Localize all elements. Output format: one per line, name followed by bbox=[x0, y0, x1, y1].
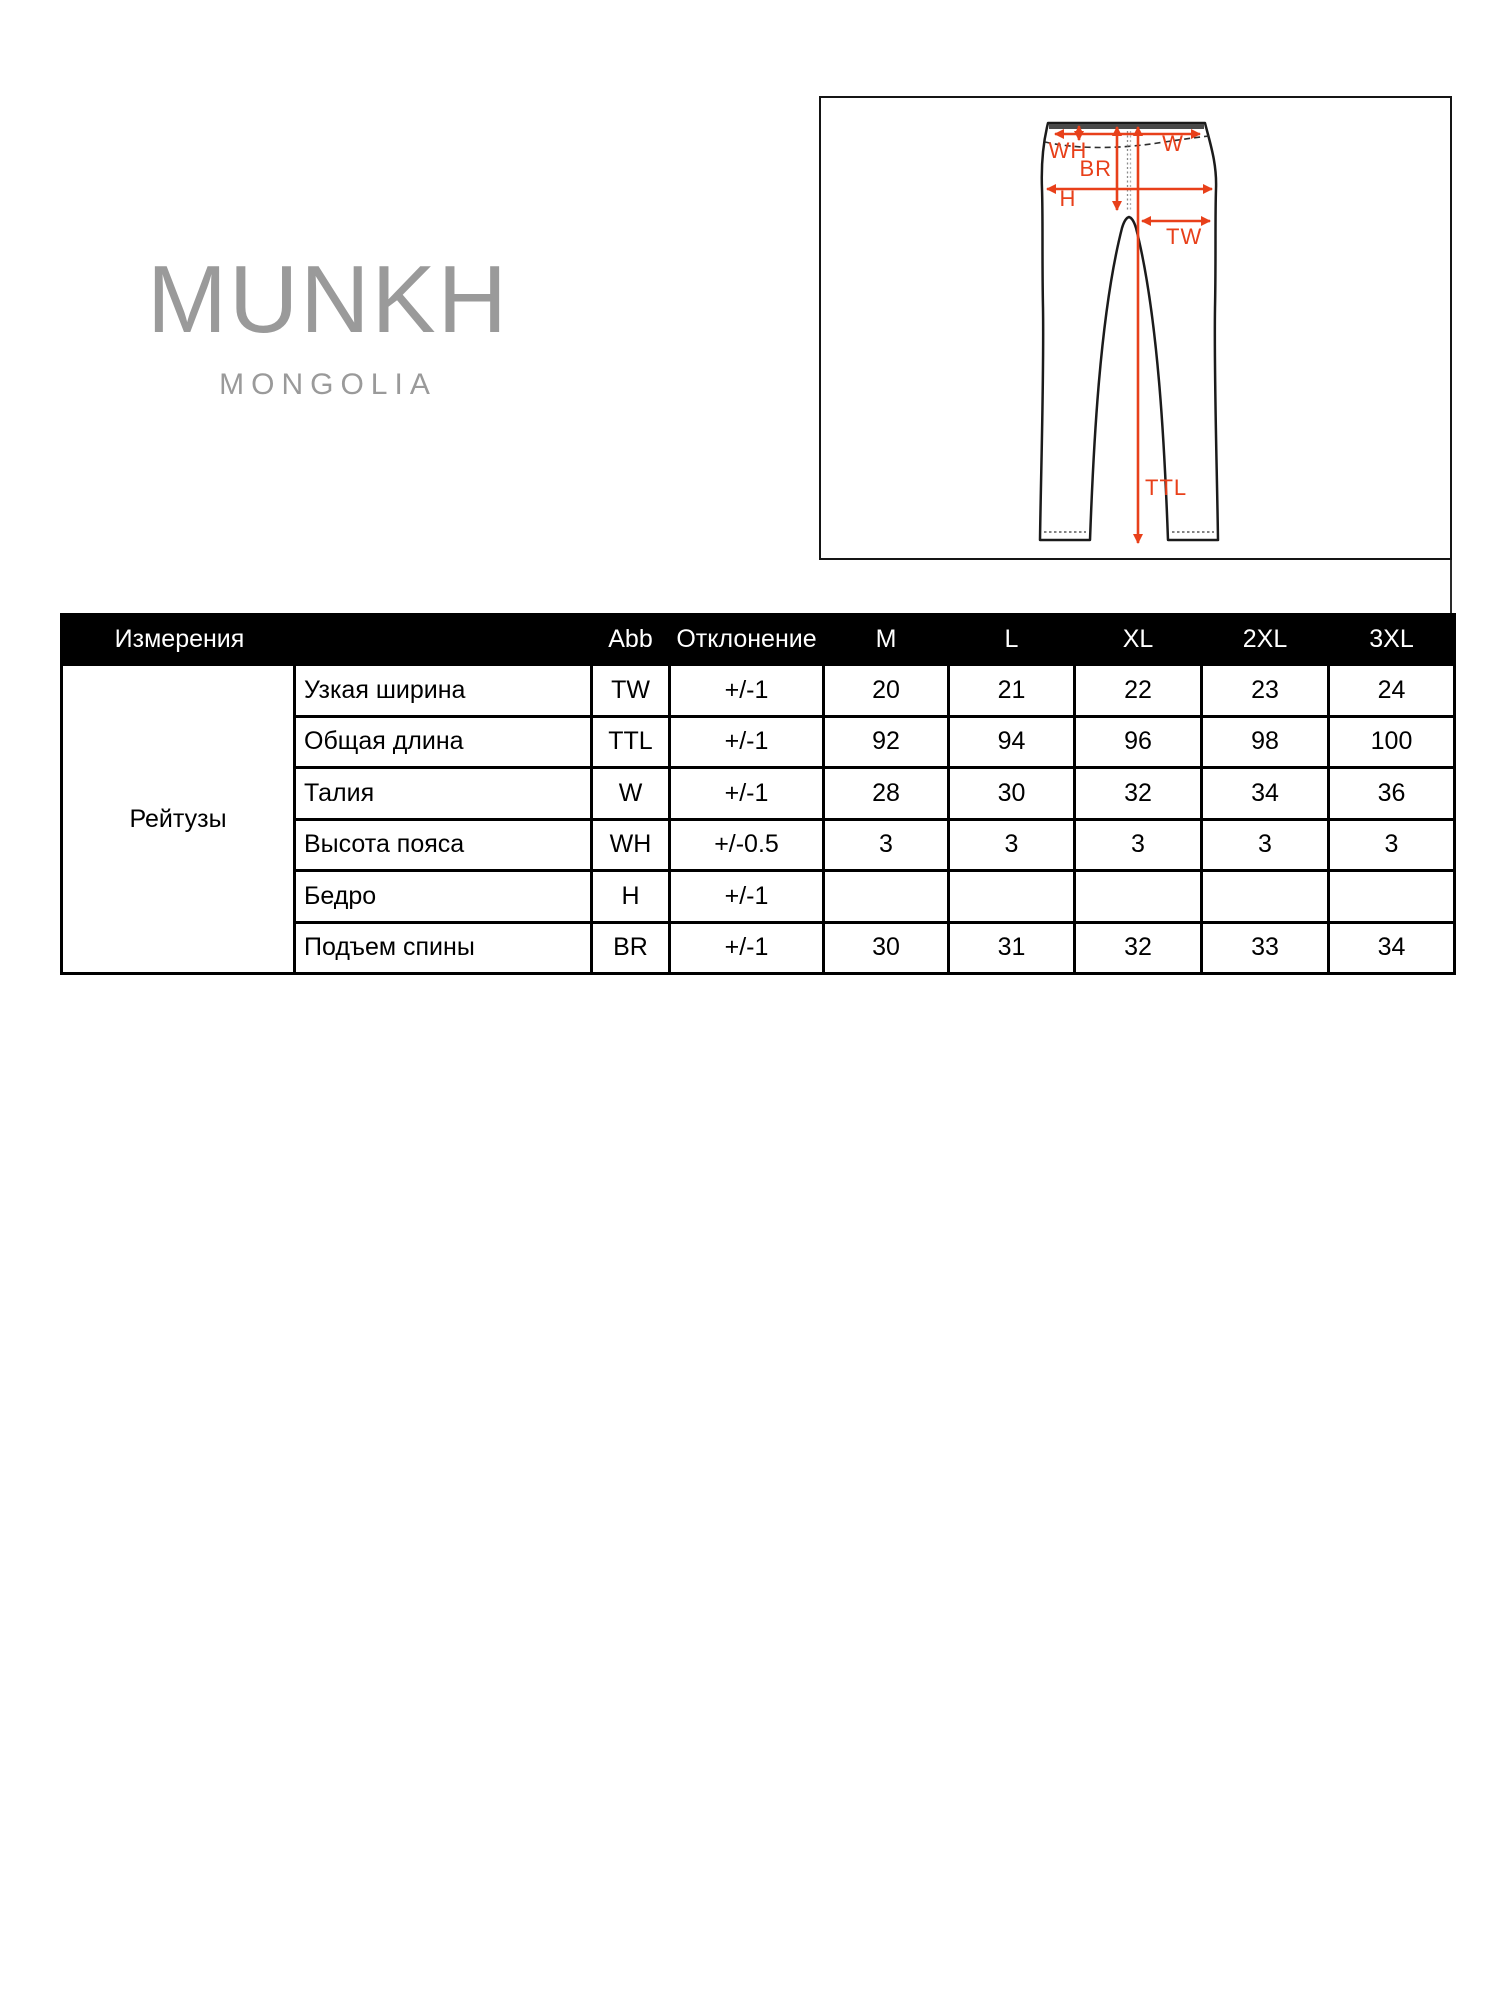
brand-logo: MUNKH bbox=[147, 246, 509, 353]
row-deviation: +/-1 bbox=[670, 665, 824, 717]
row-abb: TTL bbox=[592, 716, 670, 768]
header-size-l: L bbox=[949, 615, 1075, 665]
header-deviation: Отклонение bbox=[670, 615, 824, 665]
row-value bbox=[824, 871, 949, 923]
row-value bbox=[1329, 871, 1455, 923]
size-table bbox=[60, 613, 1456, 975]
measurement-diagram-frame bbox=[819, 96, 1452, 560]
row-value: 24 bbox=[1329, 665, 1455, 717]
header-abb: Abb bbox=[592, 615, 670, 665]
category-cell: Рейтузы bbox=[62, 665, 295, 974]
row-value: 32 bbox=[1075, 922, 1202, 974]
row-name: Талия bbox=[295, 768, 592, 820]
size-table-wrap bbox=[60, 613, 1456, 975]
measurement-labels bbox=[1049, 131, 1203, 500]
row-name: Общая длина bbox=[295, 716, 592, 768]
label-h: H bbox=[1059, 186, 1077, 211]
label-br: BR bbox=[1079, 156, 1112, 181]
row-abb: BR bbox=[592, 922, 670, 974]
row-name: Узкая ширина bbox=[295, 665, 592, 717]
frame-table-connector-line bbox=[1450, 560, 1452, 613]
row-value: 30 bbox=[949, 768, 1075, 820]
row-value: 23 bbox=[1202, 665, 1329, 717]
header-size-xl: XL bbox=[1075, 615, 1202, 665]
row-value: 3 bbox=[1202, 819, 1329, 871]
row-deviation: +/-1 bbox=[670, 768, 824, 820]
header-size-3xl: 3XL bbox=[1329, 615, 1455, 665]
row-value bbox=[949, 871, 1075, 923]
table-header-row bbox=[62, 615, 1455, 665]
row-value: 3 bbox=[824, 819, 949, 871]
table-row bbox=[62, 665, 1455, 717]
row-value: 31 bbox=[949, 922, 1075, 974]
row-value: 3 bbox=[1329, 819, 1455, 871]
row-value: 32 bbox=[1075, 768, 1202, 820]
row-deviation: +/-1 bbox=[670, 871, 824, 923]
row-value: 100 bbox=[1329, 716, 1455, 768]
header-measurements: Измерения bbox=[62, 615, 592, 665]
label-tw: TW bbox=[1166, 224, 1203, 249]
row-value: 22 bbox=[1075, 665, 1202, 717]
row-abb: H bbox=[592, 871, 670, 923]
row-value: 94 bbox=[949, 716, 1075, 768]
brand-subtitle: MONGOLIA bbox=[219, 368, 437, 401]
row-value bbox=[1202, 871, 1329, 923]
row-value: 96 bbox=[1075, 716, 1202, 768]
label-ttl: TTL bbox=[1145, 475, 1188, 500]
row-value: 28 bbox=[824, 768, 949, 820]
row-value bbox=[1075, 871, 1202, 923]
row-abb: TW bbox=[592, 665, 670, 717]
row-value: 36 bbox=[1329, 768, 1455, 820]
row-deviation: +/-0.5 bbox=[670, 819, 824, 871]
row-abb: WH bbox=[592, 819, 670, 871]
row-value: 98 bbox=[1202, 716, 1329, 768]
label-wh: WH bbox=[1048, 138, 1088, 163]
row-name: Бедро bbox=[295, 871, 592, 923]
row-value: 21 bbox=[949, 665, 1075, 717]
row-deviation: +/-1 bbox=[670, 716, 824, 768]
header-size-m: M bbox=[824, 615, 949, 665]
row-name: Подъем спины bbox=[295, 922, 592, 974]
row-value: 34 bbox=[1329, 922, 1455, 974]
label-w: W bbox=[1162, 131, 1184, 156]
row-value: 3 bbox=[949, 819, 1075, 871]
row-value: 33 bbox=[1202, 922, 1329, 974]
row-value: 30 bbox=[824, 922, 949, 974]
row-name: Высота пояса bbox=[295, 819, 592, 871]
row-deviation: +/-1 bbox=[670, 922, 824, 974]
row-value: 3 bbox=[1075, 819, 1202, 871]
row-value: 20 bbox=[824, 665, 949, 717]
row-abb: W bbox=[592, 768, 670, 820]
leggings-diagram bbox=[821, 98, 1450, 558]
row-value: 92 bbox=[824, 716, 949, 768]
row-value: 34 bbox=[1202, 768, 1329, 820]
header-size-2xl: 2XL bbox=[1202, 615, 1329, 665]
